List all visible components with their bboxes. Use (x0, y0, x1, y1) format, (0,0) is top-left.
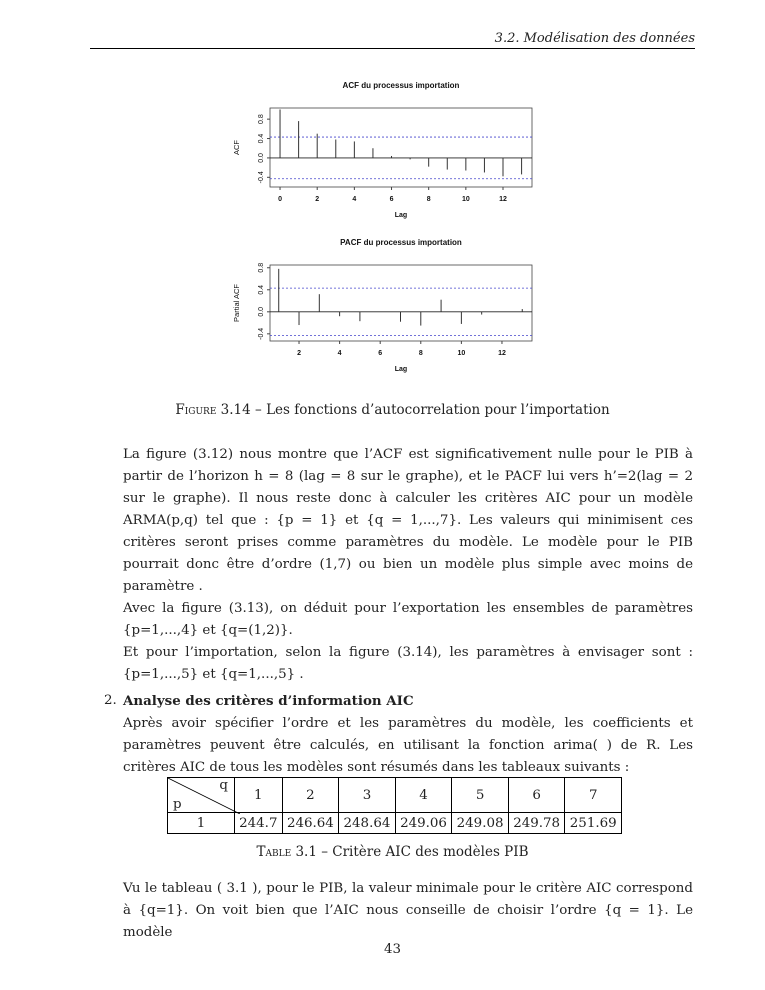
header-rule (90, 48, 695, 49)
figure-caption-text: – Les fonctions d’autocorrelation pour l’importation (250, 402, 610, 418)
y-axis-label: Partial ACF (232, 284, 241, 322)
x-tick-label: 8 (426, 196, 431, 203)
column-header: 1 (235, 778, 283, 813)
pacf-chart (220, 235, 550, 385)
acf-chart (220, 75, 550, 225)
chart-title: PACF du processus importation (340, 238, 462, 247)
y-tick-label: -0.4 (258, 327, 265, 340)
p-label: p (173, 797, 182, 812)
column-header: 2 (282, 778, 339, 813)
y-tick-label: -0.4 (258, 171, 265, 184)
figure-caption (0, 402, 765, 418)
x-tick-label: 4 (337, 350, 342, 357)
running-header: 3.2. Modélisation des données (494, 31, 695, 46)
table-label: Table 3.1 (256, 844, 317, 860)
chart-title: ACF du processus importation (342, 81, 460, 90)
plot-frame (270, 265, 532, 341)
column-header: 4 (395, 778, 452, 813)
table-header-row (168, 778, 622, 813)
paragraph: Après avoir spécifier l’ordre et les paramètres du modèle, les coefficients et paramètres peuvent être calculés, en utilisant la fonction arima( ) de R. Les critères AIC de tous les modèles sont résumés dans les tableaux suivants : (123, 716, 693, 775)
table-cell: 251.69 (565, 813, 622, 834)
table-cell: 248.64 (339, 813, 396, 834)
body-text (104, 444, 693, 779)
column-header: 5 (452, 778, 509, 813)
x-axis-label: Lag (394, 366, 408, 373)
page-number: 43 (383, 942, 402, 957)
aic-table (167, 777, 622, 834)
x-tick-label: 8 (418, 350, 423, 357)
corner-cell (168, 778, 235, 813)
column-header: 7 (565, 778, 622, 813)
table-caption (0, 844, 765, 860)
table-cell: 249.06 (395, 813, 452, 834)
x-tick-label: 2 (297, 350, 301, 357)
x-axis-label: Lag (394, 212, 408, 219)
figure-label: Figure 3.14 (175, 402, 251, 418)
column-header: 6 (508, 778, 565, 813)
section-title: Analyse des critères d’information AIC (123, 693, 414, 709)
y-tick-label: 0.0 (258, 153, 265, 163)
table-cell: 244.7 (235, 813, 283, 834)
x-tick-label: 12 (498, 350, 506, 357)
x-tick-label: 10 (457, 350, 466, 357)
x-tick-label: 4 (352, 196, 357, 203)
y-tick-label: 0.4 (258, 284, 265, 295)
x-tick-label: 6 (389, 196, 394, 203)
y-tick-label: 0.8 (258, 114, 265, 125)
list-number: 2. (104, 693, 117, 708)
row-header: 1 (168, 813, 235, 834)
q-label: q (219, 778, 228, 793)
x-tick-label: 10 (461, 196, 470, 203)
y-axis-label: ACF (232, 140, 241, 155)
paragraph: La figure (3.12) nous montre que l’ACF est significativement nulle pour le PIB à partir de l’horizon h = 8 (lag = 8 sur le graphe), et le PACF lui vers h’=2(lag = 2 sur le graphe). Il nous reste donc à calculer les critères AIC pour un modèle ARMA(p,q) tel que : {p = 1} et {q = 1,...,7}. Les valeurs qui minimisent ces critères seront prises comme paramètres du modèle. Le modèle pour le PIB pourrait donc être d’ordre (1,7) ou bien un modèle plus simple avec moins de paramètre . (123, 447, 693, 594)
table-cell: 246.64 (282, 813, 339, 834)
plot-frame (270, 108, 532, 187)
table-row (168, 813, 622, 834)
y-tick-label: 0.8 (258, 262, 265, 273)
x-tick-label: 2 (315, 196, 320, 203)
section-item (104, 690, 693, 713)
paragraph: Avec la figure (3.13), on déduit pour l’exportation les ensembles de paramètres {p=1,...,4} et {q=(1,2)}. (123, 601, 693, 638)
column-header: 3 (339, 778, 396, 813)
paragraph: Et pour l’importation, selon la figure (3.14), les paramètres à envisager sont : {p=1,...,5} et {q=1,...,5} . (123, 645, 693, 682)
table-cell: 249.78 (508, 813, 565, 834)
y-tick-label: 0.0 (258, 306, 265, 317)
x-tick-label: 12 (499, 196, 507, 203)
y-tick-label: 0.4 (258, 133, 265, 144)
table-cell: 249.08 (452, 813, 509, 834)
table-caption-text: – Critère AIC des modèles PIB (316, 844, 529, 860)
final-paragraph: Vu le tableau ( 3.1 ), pour le PIB, la valeur minimale pour le critère AIC correspond à {q=1}. On voit bien que l’AIC nous conseille de choisir l’ordre {q = 1}. Le modèle (123, 881, 693, 940)
x-tick-label: 6 (378, 350, 383, 357)
x-tick-label: 0 (278, 196, 282, 203)
